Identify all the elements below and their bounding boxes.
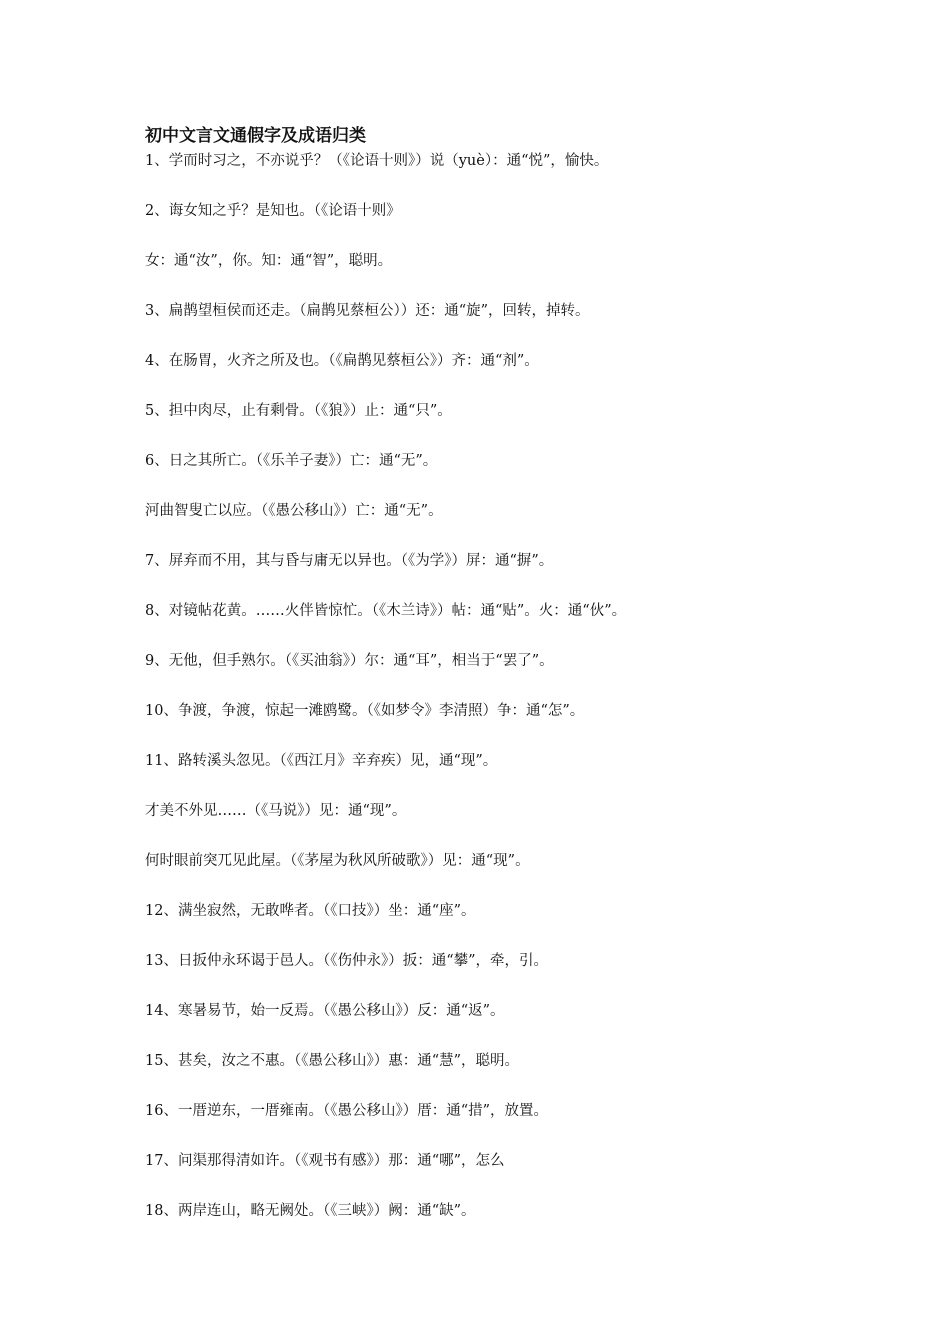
- text-line-15: 何时眼前突兀见此屋。（《茅屋为秋风所破歌》）见：通“现”。: [145, 853, 530, 869]
- text-line-5: 4、在肠胃，火齐之所及也。（《扁鹊见蔡桓公》）齐：通“剂”。: [145, 353, 539, 369]
- text-line-22: 18、两岸连山，略无阙处。（《三峡》）阙：通“缺”。: [145, 1203, 476, 1219]
- text-line-11: 9、无他，但手熟尔。（《买油翁》）尔：通“耳”，相当于“罢了”。: [145, 653, 554, 669]
- text-line-9: 7、屏弃而不用，其与昏与庸无以异也。（《为学》）屏：通“摒”。: [145, 553, 554, 569]
- text-line-6: 5、担中肉尽，止有剩骨。（《狼》）止：通“只”。: [145, 403, 452, 419]
- document-body: [145, 148, 935, 1248]
- text-line-12: 10、争渡，争渡，惊起一滩鸥鹭。（《如梦令》李清照）争：通“怎”。: [145, 703, 585, 719]
- text-line-8: 河曲智叟亡以应。（《愚公移山》）亡：通“无”。: [145, 503, 443, 519]
- text-line-21: 17、问渠那得清如许。（《观书有感》）那：通“哪”，怎么: [145, 1153, 505, 1169]
- text-line-14: 才美不外见……（《马说》）见：通“现”。: [145, 803, 407, 819]
- text-line-18: 14、寒暑易节，始一反焉。（《愚公移山》）反：通“返”。: [145, 1003, 505, 1019]
- text-line-17: 13、日扳仲永环谒于邑人。（《伤仲永》）扳：通“攀”，牵，引。: [145, 953, 549, 969]
- text-line-3: 女：通“汝”，你。知：通“智”，聪明。: [145, 253, 393, 269]
- text-line-4: 3、扁鹊望桓侯而还走。（扁鹊见蔡桓公））还：通“旋”，回转，掉转。: [145, 303, 590, 319]
- document-title: 初中文言文通假字及成语归类: [145, 126, 366, 146]
- text-line-10: 8、对镜帖花黄。……火伴皆惊忙。（《木兰诗》）帖：通“贴”。火：通“伙”。: [145, 603, 627, 619]
- text-line-13: 11、路转溪头忽见。（《西江月》辛弃疾）见，通“现”。: [145, 753, 498, 769]
- text-line-16: 12、满坐寂然，无敢哗者。（《口技》）坐：通“座”。: [145, 903, 476, 919]
- text-line-1: 1、学而时习之，不亦说乎？（《论语十则》）说（yuè）：通“悦”，愉快。: [145, 153, 609, 169]
- text-line-2: 2、诲女知之乎？是知也。（《论语十则》: [145, 203, 401, 219]
- text-line-7: 6、日之其所亡。（《乐羊子妻》）亡：通“无”。: [145, 453, 438, 469]
- text-line-20: 16、一厝逆东，一厝雍南。（《愚公移山》）厝：通“措”，放置。: [145, 1103, 549, 1119]
- text-line-19: 15、甚矣，汝之不惠。（《愚公移山》）惠：通“慧”，聪明。: [145, 1053, 520, 1069]
